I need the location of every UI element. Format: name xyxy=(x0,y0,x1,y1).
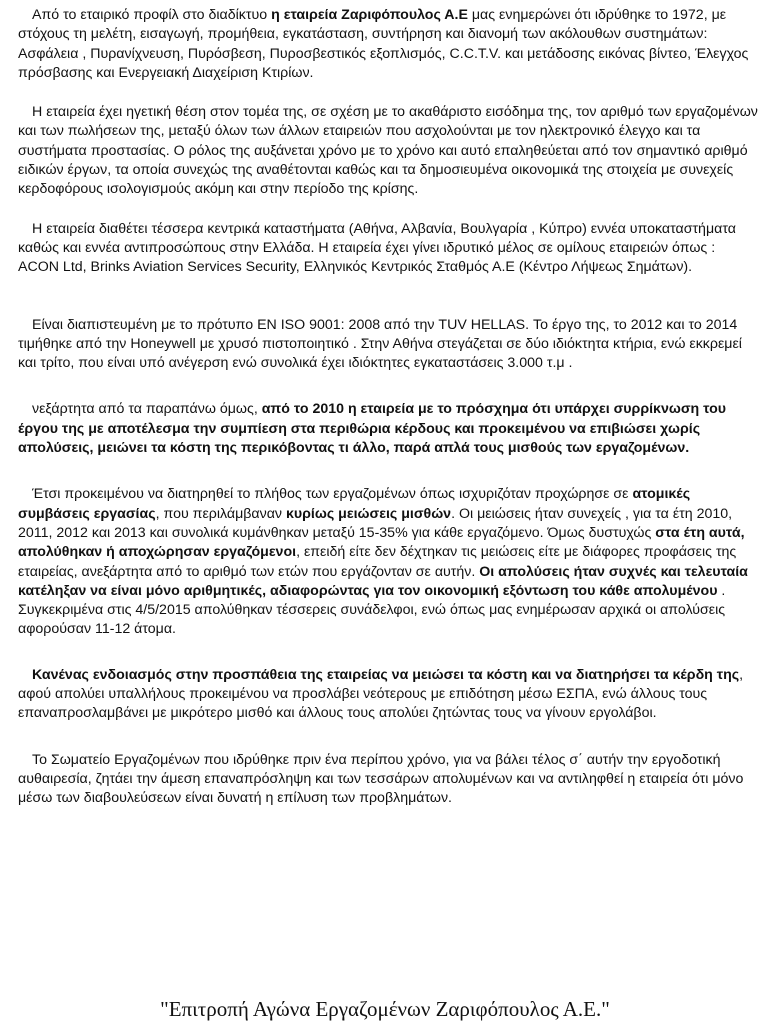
p6-text-b: ατομικές συμβάσεις εργασίας xyxy=(18,486,691,522)
p7-text-a: Κανένας ενδοιασμός στην προσπάθεια της εταιρείας να μειώσει τα κόστη και να διατηρήσει τα κέρδη της xyxy=(32,666,740,683)
p1-text-c: μας ενημερώνει ότι ιδρύθηκε το 1972, με στόχους τη μελέτη, εισαγωγή, προμήθεια, εγκατάσταση, συντήρηση και διανομή των ακόλουθων συστημάτων: Ασφάλεια , Πυρανίχνευση, Πυρόσβεση, Πυροσβεστικός εξοπλισμός, C.C.T.V. και μετάδοσης εικόνας βίντεο, Έλεγχος πρόσβασης και Ενεργειακή Διαχείριση Κτιρίων. xyxy=(18,7,749,81)
p2-text: Η εταιρεία έχει ηγετική θέση στον τομέα της, σε σχέση με το ακαθάριστο εισόδημα της, τον αριθμό των εργαζομένων και των πωλήσεων της, μεταξύ όλων των άλλων εταιρειών που ασχολούνται με τον ηλεκτρονικό έλεγχο και τα συστήματα προστασίας. Ο ρόλος της αυξάνεται χρόνο με το χρόνο και αυτό επαληθεύεται από τον σημαντικό αριθμό ειδικών έργων, τα οποία συνεχώς της αναθέτονται καθώς και τα δημοσιευμένα οικονομικά της στοιχεία με συνεχείς κερδοφόρους ισολογισμούς ακόμη και στην περίοδο της κρίσης. xyxy=(18,104,758,198)
p6-text-d: κυρίως μειώσεις μισθών xyxy=(285,505,452,522)
paragraph-cost-cutting xyxy=(18,666,760,724)
p1-company-name: η εταιρεία Ζαριφόπουλος Α.Ε xyxy=(271,7,468,23)
p6-text-h: Οι απολύσεις ήταν συχνές και τελευταία κατέληξαν να είναι μόνο αριθμητικές, αδιαφορώντας για τον οικονομική εξόντωση του κάθε απολυμένου xyxy=(18,563,748,599)
p1-text-a: Από το εταιρικό προφίλ στο διαδίκτυο xyxy=(32,7,272,23)
p6-text-e: . Οι μειώσεις ήταν συνεχείς , για τα έτη 2010, 2011, 2012 και 2013 και συνολικά κυμάνθηκαν μεταξύ 15-35% για κάθε εργαζόμενο. Όμως δυστυχώς xyxy=(18,505,733,541)
document-body xyxy=(18,6,760,809)
p4-text: Είναι διαπιστευμένη με το πρότυπο EN ISO 9001: 2008 από την TUV HELLAS. Το έργο της, το 2012 και το 2014 τιμήθηκε από την Honeywell με χρυσό πιστοποιητικό . Στην Αθήνα στεγάζεται σε δύο ιδιόκτητα κτήρια, ενώ εκκρεμεί και τρίτο, που είναι υπό ανέγερση ενώ συνολικά έχει ιδιόκτητες εγκαταστάσεις 3.000 τ.μ . xyxy=(18,316,742,372)
p6-text-c: , που περιλάμβαναν xyxy=(155,505,286,522)
p6-text-f: στα έτη αυτά, απολύθηκαν ή αποχώρησαν εργαζόμενοι xyxy=(18,524,745,561)
p8-text: Το Σωματείο Εργαζομένων που ιδρύθηκε πριν ένα περίπου χρόνο, για να βάλει τέλος σ΄ αυτήν την εργοδοτική αυθαιρεσία, ζητάει την άμεση επαναπρόσληψη και των τεσσάρων απολυμένων και να αντιληφθεί η εταιρεία ότι μόνο μέσω των διαβουλεύσεων είναι δυνατή η επίλυση των προβλημάτων. xyxy=(18,751,744,807)
paragraph-union-demand xyxy=(18,751,760,809)
p5-text-a: νεξάρτητα από τα παραπάνω όμως, xyxy=(32,401,262,418)
paragraph-salary-cuts xyxy=(18,400,760,458)
paragraph-certification xyxy=(18,316,760,374)
paragraph-company-profile xyxy=(18,6,760,83)
p3-text: Η εταιρεία διαθέτει τέσσερα κεντρικά καταστήματα (Αθήνα, Αλβανία, Βουλγαρία , Κύπρο) εννέα υποκαταστήματα καθώς και εννέα αντιπροσώπους στην Ελλάδα. Η εταιρεία έχει γίνει ιδρυτικό μέλος σε ομίλους εταιρειών όπως : ACON Ltd, Brinks Aviation Services Security, Ελληνικός Κεντρικός Σταθμός Α.Ε (Κέντρο Λήψεως Σημάτων). xyxy=(18,220,736,276)
p6-text-a: Έτσι προκειμένου να διατηρηθεί το πλήθος των εργαζομένων όπως ισχυριζόταν προχώρησε σε xyxy=(32,486,633,503)
p6-text-i: . Συγκεκριμένα στις 4/5/2015 απολύθηκαν τέσσερεις συνάδελφοι, ενώ όπως μας ενημέρωσαν αρχικά οι απολύσεις αφορούσαν 11-12 άτομα. xyxy=(18,582,726,638)
signature-line: "Επιτροπή Αγώνα Εργαζομένων Ζαριφόπουλος Α.Ε." xyxy=(160,997,610,1021)
paragraph-layoffs xyxy=(18,485,760,639)
p6-text-g: , επειδή είτε δεν δέχτηκαν τις μειώσεις είτε με διάφορες προφάσεις της εταιρείας, ανεξάρτητα από το αριθμό των ετών που εργάζονταν σε αυτήν. xyxy=(18,544,737,580)
p7-text-b: , αφού απολύει υπαλλήλους προκειμένου να προσλάβει νεότερους με επιδότηση μέσω ΕΣΠΑ, ενώ άλλους τους επαναπροσλαμβάνει με μικρότερο μισθό και άλλους τους απολύει ζητώντας τους να γίνουν εργολάβοι. xyxy=(18,666,744,722)
p5-text-b: από το 2010 η εταιρεία με το πρόσχημα ότι υπάρχει συρρίκνωση του έργου της με αποτέλεσμα την συμπίεση στα περιθώρια κέρδους και προκειμένου να επιβιώσει χωρίς απολύσεις, μειώνει τα κόστη της περικόβοντας τι άλλο, παρά απλά τους μισθούς των εργαζομένων. xyxy=(18,401,727,457)
paragraph-branches xyxy=(18,220,760,278)
paragraph-market-position xyxy=(18,103,760,199)
